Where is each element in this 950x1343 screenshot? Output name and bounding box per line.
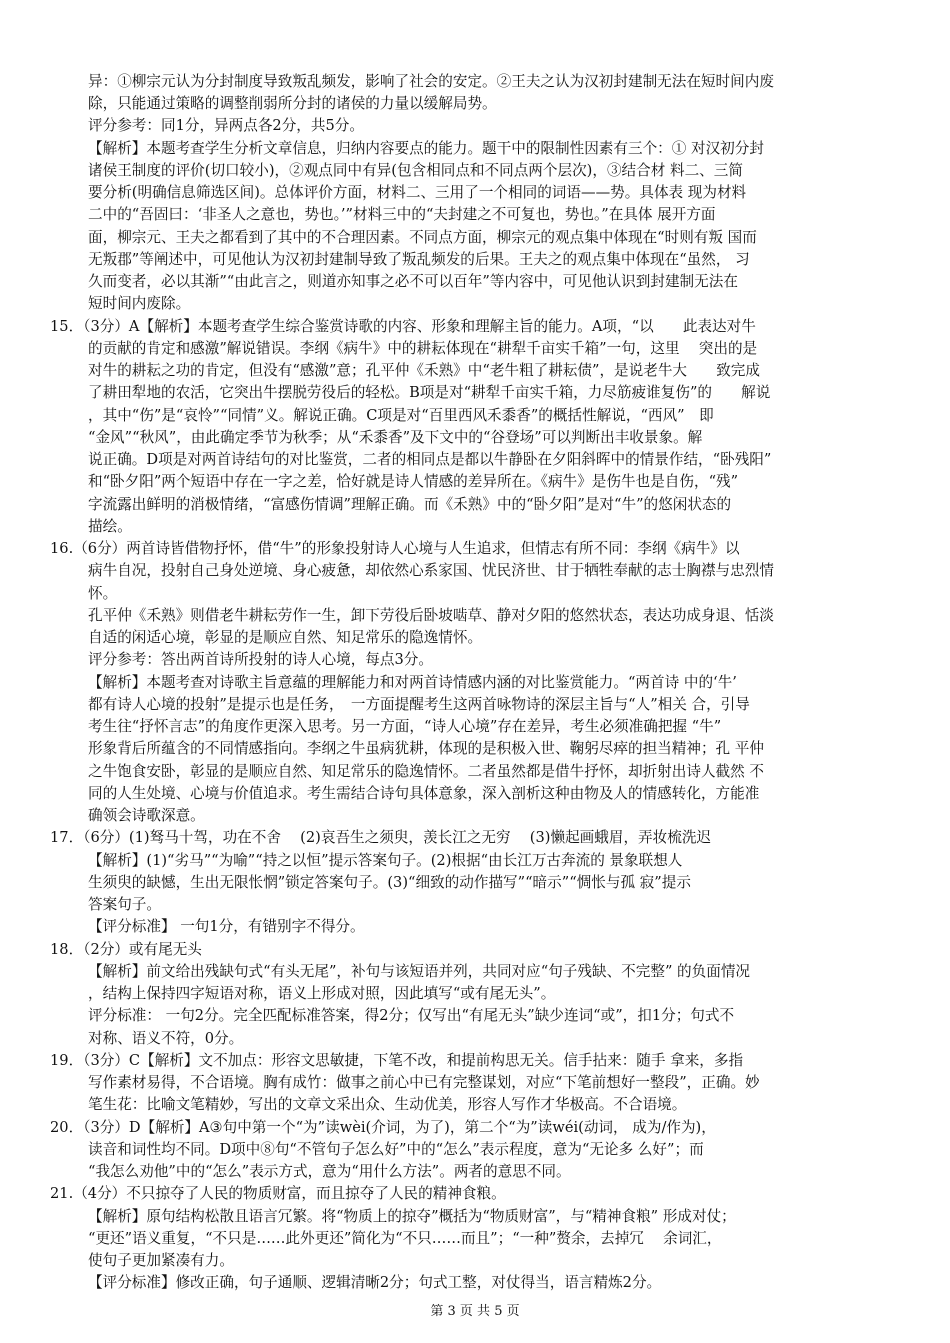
text-line: 18．（2分）或有尾无头 — [50, 941, 202, 958]
text-line: 评分参考：同1分，异两点各2分，共5分。 — [88, 117, 364, 134]
text-line: 短时间内废除。 — [88, 295, 191, 312]
text-line: 16.（6分）两首诗皆借物抒怀，借“牛”的形象投射诗人心境与人生追求，但情志有所不同：李纲《病牛》以 — [50, 540, 740, 557]
text-line: 21.（4分）不只掠夺了人民的物质财富，而且掠夺了人民的精神食粮。 — [50, 1185, 506, 1202]
text-line: “金风”“秋风”，由此确定季节为秋季；从“禾黍香”及下文中的“谷登场”可以判断出丰收景象。解 — [88, 429, 703, 446]
text-line: 写作素材易得，不合语境。胸有成竹：做事之前心中已有完整谋划，对应“下笔前想好一整段”，正确。妙 — [88, 1074, 760, 1091]
text-line: 【解析】本题考查学生分析文章信息，归纳内容要点的能力。题干中的限制性因素有三个：① 对汉初分封 — [88, 140, 764, 157]
text-line: 笔生花：比喻文笔精妙，写出的文章文采出众、生动优美，形容人写作才华极高。不合语境。 — [88, 1096, 687, 1113]
text-line: ，结构上保持四字短语对称，语义上形成对照，因此填写“或有尾无头”。 — [88, 985, 556, 1002]
text-line: 答案句子。 — [88, 896, 161, 913]
text-line: “我怎么劝他”中的“怎么”表示方式，意为“用什么方法”。两者的意思不同。 — [88, 1163, 571, 1180]
text-line: 除，只能通过策略的调整削弱所分封的诸侯的力量以缓解局势。 — [88, 95, 497, 112]
text-line: 二中的“吾固曰：‘非圣人之意也，势也。’”材料三中的“夫封建之不可复也，势也。”在具体 展开方面 — [88, 206, 716, 223]
text-line: 孔平仲《禾熟》则借老牛耕耘劳作一生，卸下劳役后卧坡啮草、静对夕阳的悠然状态，表达功成身退、恬淡 — [88, 607, 774, 624]
text-line: 评分标准： 一句2分。完全匹配标准答案，得2分；仅写出“有尾无头”缺少连词“或”，扣1分；句式不 — [88, 1007, 735, 1024]
text-line: 和“卧夕阳”两个短语中存在一字之差，恰好就是诗人情感的差异所在。《病牛》是伤牛也是自伤，“残” — [88, 473, 739, 490]
page-footer: 第 3 页 共 5 页 — [430, 1304, 520, 1319]
text-line: 的贡献的肯定和感激”解说错误。李纲《病牛》中的耕耘体现在“耕犁千亩实千箱”一句，这里 突出的是 — [88, 340, 758, 357]
text-line: 面，柳宗元、王夫之都看到了其中的不合理因素。不同点方面，柳宗元的观点集中体现在“时则有叛 国而 — [88, 229, 757, 246]
text-line: 【评分标准】修改正确，句子通顺、逻辑清晰2分；句式工整，对仗得当，语言精炼2分。 — [88, 1274, 662, 1291]
text-line: 读音和词性均不同。D项中⑧句“不管句子怎么好”中的“怎么”表示程度，意为“无论多 么好”；而 — [88, 1141, 704, 1158]
text-line: 久而变者，必以其渐”“由此言之，则道亦知事之必不可以百年”等内容中，可见他认识到封建制无法在 — [88, 273, 738, 290]
text-line: 对称、语义不符，0分。 — [88, 1030, 244, 1047]
text-line: 【解析】原句结构松散且语言冗繁。将“物质上的掠夺”概括为“物质财富”，与“精神食粮” 形成对仗； — [88, 1208, 736, 1225]
text-line: 同的人生处境、心境与价值追求。考生需结合诗句具体意象，深入剖析这种由物及人的情感转化，方能准 — [88, 785, 760, 802]
text-line: “更还”语义重复，“不只是……此外更还”简化为“不只……而且”；“一种”赘余，去掉冗 余词汇， — [88, 1230, 722, 1247]
text-line: 生须臾的缺憾，生出无限怅惘”锁定答案句子。(3)“细致的动作描写”“暗示”“惆怅与孤 寂”提示 — [88, 874, 691, 891]
text-line: 评分参考：答出两首诗所投射的诗人心境，每点3分。 — [88, 651, 433, 668]
text-line: 要分析(明确信息筛选区间)。总体评价方面，材料二、三用了一个相同的词语——势。具体表 现为材料 — [88, 184, 747, 201]
text-line: 字流露出鲜明的消极情绪，“富感伤情调”理解正确。而《禾熟》中的“卧夕阳”是对“牛”的悠闲状态的 — [88, 496, 732, 513]
text-line: 【解析】本题考查对诗歌主旨意蕴的理解能力和对两首诗情感内涵的对比鉴赏能力。“两首诗 中的‘牛’ — [88, 674, 737, 691]
text-line: 15．（3分）A【解析】本题考查学生综合鉴赏诗歌的内容、形象和理解主旨的能力。A项，“以 此表达对牛 — [50, 318, 756, 335]
text-line: 考生往“抒怀言志”的角度作更深入思考。另一方面，“诗人心境”存在差异，考生必须准确把握 “牛” — [88, 718, 722, 735]
text-line: 20．（3分）D【解析】A③句中第一个“为”读wèi(介词，为了)，第二个“为”读wéi(动词， 成为/作为)， — [50, 1119, 716, 1136]
text-line: 自适的闲适心境，彰显的是顺应自然、知足常乐的隐逸情怀。 — [88, 629, 483, 646]
text-line: 【评分标准】 一句1分，有错别字不得分。 — [88, 918, 365, 935]
text-line: 诸侯王制度的评价(切口较小)，②观点同中有异(包含相同点和不同点两个层次)，③结合材 料二、三简 — [88, 162, 743, 179]
text-line: 异：①柳宗元认为分封制度导致叛乱频发，影响了社会的安定。②王夫之认为汉初封建制无法在短时间内废 — [88, 73, 774, 90]
text-line: 病牛自况，投射自己身处逆境、身心疲惫，却依然心系家国、忧民济世、甘于牺牲奉献的志士胸襟与忠烈情 — [88, 562, 774, 579]
text-line: 17．（6分）(1)驽马十驾，功在不舍 (2)哀吾生之须臾，羡长江之无穷 (3)懒起画蛾眉，弄妆梳洗迟 — [50, 829, 712, 846]
text-line: 19．（3分）C【解析】文不加点：形容文思敏捷，下笔不改，和提前构思无关。信手拈来：随手 拿来，多指 — [50, 1052, 744, 1069]
text-line: 无叛郡”等阐述中，可见他认为汉初封建制导致了叛乱频发的后果。王夫之的观点集中体现在“虽然， 习 — [88, 251, 750, 268]
text-line: 对牛的耕耘之功的肯定，但没有“感激”意；孔平仲《禾熟》中“老牛粗了耕耘债”，是说老牛大 致完成 — [88, 362, 760, 379]
text-line: 都有诗人心境的投射”是提示也是任务， 一方面提醒考生这两首咏物诗的深层主旨与“人”相关 合，引导 — [88, 696, 750, 713]
text-line: 说正确。D项是对两首诗结句的对比鉴赏，二者的相同点是都以牛静卧在夕阳斜晖中的情景作结，“卧残阳” — [88, 451, 772, 468]
text-line: ，其中“伤”是“哀怜”“同情”义。解说正确。C项是对“百里西风禾黍香”的概括性解说，“西风” 即 — [88, 407, 714, 424]
text-line: 【解析】前文给出残缺句式“有头无尾”，补句与该短语并列，共同对应“句子残缺、不完整” 的负面情况 — [88, 963, 751, 980]
text-line: 描绘。 — [88, 518, 132, 535]
text-line: 使句子更加紧凑有力。 — [88, 1252, 234, 1269]
text-line: 确领会诗歌深意。 — [88, 807, 205, 824]
text-line: 形象背后所蕴含的不同情感指向。李纲之牛虽病犹耕，体现的是积极入世、鞠躬尽瘁的担当精神；孔 平仲 — [88, 740, 764, 757]
text-line: 怀。 — [88, 585, 118, 602]
text-line: 了耕田犁地的农活，它突出牛摆脱劳役后的轻松。B项是对“耕犁千亩实千箱，力尽筋疲谁复伤”的 解说 — [88, 384, 771, 401]
text-line: 【解析】(1)“劣马”“为喻”“持之以恒”提示答案句子。(2)根据“由长江万古奔流的 景象联想人 — [88, 852, 683, 869]
text-line: 之牛饱食安卧，彰显的是顺应自然、知足常乐的隐逸情怀。二者虽然都是借牛抒怀，却折射出诗人截然 不 — [88, 763, 764, 780]
